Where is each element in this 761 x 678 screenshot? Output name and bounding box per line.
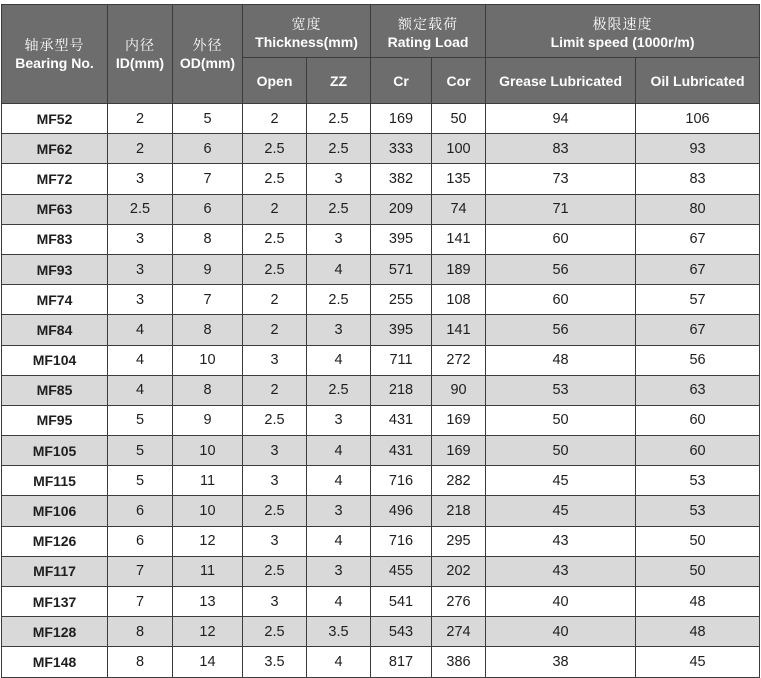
grease-speed-cell: 71	[486, 194, 636, 224]
bearing-no-cell: MF115	[2, 466, 108, 496]
id-cell: 6	[108, 526, 173, 556]
od-cell: 9	[173, 254, 243, 284]
open-cell: 2	[243, 375, 307, 405]
cr-cell: 169	[371, 104, 432, 134]
od-cell: 6	[173, 194, 243, 224]
header-od-en: OD(mm)	[179, 55, 236, 71]
od-cell: 14	[173, 647, 243, 677]
cor-cell: 74	[432, 194, 486, 224]
grease-speed-cell: 60	[486, 285, 636, 315]
id-cell: 3	[108, 285, 173, 315]
cor-cell: 272	[432, 345, 486, 375]
open-cell: 2	[243, 194, 307, 224]
cor-cell: 202	[432, 556, 486, 586]
bearing-no-cell: MF148	[2, 647, 108, 677]
oil-speed-cell: 56	[636, 345, 760, 375]
oil-speed-cell: 60	[636, 436, 760, 466]
header-id-cn: 内径	[125, 37, 155, 53]
zz-cell: 4	[307, 466, 371, 496]
od-cell: 7	[173, 164, 243, 194]
grease-speed-cell: 40	[486, 617, 636, 647]
oil-speed-cell: 67	[636, 315, 760, 345]
header-od-cn: 外径	[192, 37, 223, 53]
subheader-open: Open	[243, 58, 307, 104]
bearing-no-cell: MF137	[2, 587, 108, 617]
open-cell: 2	[243, 315, 307, 345]
od-cell: 8	[173, 224, 243, 254]
od-cell: 5	[173, 104, 243, 134]
cor-cell: 135	[432, 164, 486, 194]
id-cell: 2	[108, 134, 173, 164]
zz-cell: 3	[307, 405, 371, 435]
od-cell: 10	[173, 345, 243, 375]
cor-cell: 50	[432, 104, 486, 134]
subheader-oil-lubricated: Oil Lubricated	[636, 58, 760, 104]
header-id-en: ID(mm)	[115, 55, 165, 71]
bearing-no-cell: MF85	[2, 375, 108, 405]
oil-speed-cell: 93	[636, 134, 760, 164]
zz-cell: 4	[307, 345, 371, 375]
table-row	[2, 134, 760, 164]
table-row	[2, 375, 760, 405]
cor-cell: 276	[432, 587, 486, 617]
open-cell: 2.5	[243, 496, 307, 526]
id-cell: 5	[108, 466, 173, 496]
od-cell: 12	[173, 526, 243, 556]
od-cell: 8	[173, 375, 243, 405]
bearing-no-cell: MF63	[2, 194, 108, 224]
cr-cell: 716	[371, 466, 432, 496]
grease-speed-cell: 43	[486, 526, 636, 556]
oil-speed-cell: 63	[636, 375, 760, 405]
table-row	[2, 285, 760, 315]
cor-cell: 189	[432, 254, 486, 284]
bearing-no-cell: MF93	[2, 254, 108, 284]
bearing-no-cell: MF83	[2, 224, 108, 254]
grease-speed-cell: 53	[486, 375, 636, 405]
bearing-spec-table	[1, 4, 760, 678]
open-cell: 2.5	[243, 617, 307, 647]
oil-speed-cell: 80	[636, 194, 760, 224]
oil-speed-cell: 67	[636, 224, 760, 254]
oil-speed-cell: 83	[636, 164, 760, 194]
id-cell: 4	[108, 375, 173, 405]
id-cell: 3	[108, 164, 173, 194]
od-cell: 10	[173, 436, 243, 466]
zz-cell: 3	[307, 164, 371, 194]
cr-cell: 431	[371, 436, 432, 466]
header-rating-en: Rating Load	[387, 34, 469, 50]
header-inner-diameter	[108, 5, 173, 104]
bearing-no-cell: MF95	[2, 405, 108, 435]
cr-cell: 543	[371, 617, 432, 647]
id-cell: 6	[108, 496, 173, 526]
id-cell: 8	[108, 647, 173, 677]
zz-cell: 2.5	[307, 104, 371, 134]
id-cell: 8	[108, 617, 173, 647]
oil-speed-cell: 48	[636, 617, 760, 647]
open-cell: 2	[243, 285, 307, 315]
id-cell: 3	[108, 254, 173, 284]
table-row	[2, 104, 760, 134]
zz-cell: 3	[307, 224, 371, 254]
cor-cell: 90	[432, 375, 486, 405]
od-cell: 9	[173, 405, 243, 435]
subheader-cr: Cr	[371, 58, 432, 104]
zz-cell: 2.5	[307, 134, 371, 164]
table-row	[2, 647, 760, 677]
cor-cell: 141	[432, 224, 486, 254]
cor-cell: 282	[432, 466, 486, 496]
header-bearing-no-cn: 轴承型号	[24, 37, 85, 53]
oil-speed-cell: 53	[636, 466, 760, 496]
header-rating-cn: 额定载荷	[398, 16, 459, 32]
cor-cell: 218	[432, 496, 486, 526]
bearing-no-cell: MF105	[2, 436, 108, 466]
grease-speed-cell: 56	[486, 254, 636, 284]
grease-speed-cell: 94	[486, 104, 636, 134]
zz-cell: 4	[307, 526, 371, 556]
oil-speed-cell: 60	[636, 405, 760, 435]
zz-cell: 2.5	[307, 194, 371, 224]
zz-cell: 4	[307, 587, 371, 617]
bearing-no-cell: MF117	[2, 556, 108, 586]
grease-speed-cell: 45	[486, 496, 636, 526]
header-bearing-no-en: Bearing No.	[15, 55, 94, 71]
cor-cell: 386	[432, 647, 486, 677]
zz-cell: 3	[307, 496, 371, 526]
oil-speed-cell: 67	[636, 254, 760, 284]
cr-cell: 218	[371, 375, 432, 405]
bearing-no-cell: MF52	[2, 104, 108, 134]
zz-cell: 3.5	[307, 617, 371, 647]
table-row	[2, 164, 760, 194]
grease-speed-cell: 40	[486, 587, 636, 617]
grease-speed-cell: 60	[486, 224, 636, 254]
header-speed-cn: 极限速度	[592, 16, 653, 32]
table-row	[2, 556, 760, 586]
cr-cell: 571	[371, 254, 432, 284]
id-cell: 7	[108, 556, 173, 586]
header-speed-en: Limit speed (1000r/m)	[550, 34, 695, 50]
zz-cell: 3	[307, 556, 371, 586]
table-row	[2, 617, 760, 647]
zz-cell: 4	[307, 254, 371, 284]
table-row	[2, 224, 760, 254]
id-cell: 2.5	[108, 194, 173, 224]
grease-speed-cell: 48	[486, 345, 636, 375]
grease-speed-cell: 73	[486, 164, 636, 194]
open-cell: 2.5	[243, 556, 307, 586]
oil-speed-cell: 50	[636, 556, 760, 586]
table-row	[2, 496, 760, 526]
bearing-no-cell: MF106	[2, 496, 108, 526]
header-bearing-no	[2, 5, 108, 104]
grease-speed-cell: 56	[486, 315, 636, 345]
cor-cell: 169	[432, 436, 486, 466]
subheader-grease-lubricated: Grease Lubricated	[486, 58, 636, 104]
bearing-no-cell: MF128	[2, 617, 108, 647]
od-cell: 12	[173, 617, 243, 647]
id-cell: 4	[108, 315, 173, 345]
id-cell: 5	[108, 405, 173, 435]
open-cell: 3	[243, 436, 307, 466]
zz-cell: 2.5	[307, 375, 371, 405]
open-cell: 3	[243, 587, 307, 617]
cor-cell: 274	[432, 617, 486, 647]
grease-speed-cell: 38	[486, 647, 636, 677]
table-row	[2, 254, 760, 284]
open-cell: 3.5	[243, 647, 307, 677]
cr-cell: 255	[371, 285, 432, 315]
bearing-no-cell: MF126	[2, 526, 108, 556]
grease-speed-cell: 83	[486, 134, 636, 164]
id-cell: 5	[108, 436, 173, 466]
od-cell: 8	[173, 315, 243, 345]
id-cell: 3	[108, 224, 173, 254]
grease-speed-cell: 50	[486, 436, 636, 466]
cr-cell: 395	[371, 224, 432, 254]
zz-cell: 4	[307, 647, 371, 677]
table-header	[2, 5, 760, 104]
oil-speed-cell: 57	[636, 285, 760, 315]
cor-cell: 108	[432, 285, 486, 315]
bearing-no-cell: MF74	[2, 285, 108, 315]
table-row	[2, 587, 760, 617]
id-cell: 2	[108, 104, 173, 134]
cor-cell: 100	[432, 134, 486, 164]
cr-cell: 817	[371, 647, 432, 677]
od-cell: 7	[173, 285, 243, 315]
oil-speed-cell: 50	[636, 526, 760, 556]
cr-cell: 496	[371, 496, 432, 526]
grease-speed-cell: 43	[486, 556, 636, 586]
cr-cell: 395	[371, 315, 432, 345]
cr-cell: 541	[371, 587, 432, 617]
cor-cell: 295	[432, 526, 486, 556]
subheader-cor: Cor	[432, 58, 486, 104]
cr-cell: 333	[371, 134, 432, 164]
header-thickness	[243, 5, 371, 58]
grease-speed-cell: 50	[486, 405, 636, 435]
table-row	[2, 315, 760, 345]
cr-cell: 382	[371, 164, 432, 194]
header-outer-diameter	[173, 5, 243, 104]
header-rating-load	[371, 5, 486, 58]
open-cell: 2.5	[243, 134, 307, 164]
table-row	[2, 405, 760, 435]
od-cell: 13	[173, 587, 243, 617]
bearing-no-cell: MF62	[2, 134, 108, 164]
bearing-no-cell: MF84	[2, 315, 108, 345]
bearing-no-cell: MF72	[2, 164, 108, 194]
od-cell: 6	[173, 134, 243, 164]
cr-cell: 455	[371, 556, 432, 586]
od-cell: 10	[173, 496, 243, 526]
grease-speed-cell: 45	[486, 466, 636, 496]
table-body	[2, 104, 760, 678]
zz-cell: 4	[307, 436, 371, 466]
open-cell: 2.5	[243, 164, 307, 194]
cor-cell: 169	[432, 405, 486, 435]
id-cell: 4	[108, 345, 173, 375]
table-row	[2, 194, 760, 224]
cr-cell: 716	[371, 526, 432, 556]
oil-speed-cell: 45	[636, 647, 760, 677]
zz-cell: 2.5	[307, 285, 371, 315]
open-cell: 2.5	[243, 254, 307, 284]
open-cell: 3	[243, 345, 307, 375]
table-row	[2, 466, 760, 496]
cor-cell: 141	[432, 315, 486, 345]
cr-cell: 209	[371, 194, 432, 224]
od-cell: 11	[173, 466, 243, 496]
open-cell: 3	[243, 466, 307, 496]
od-cell: 11	[173, 556, 243, 586]
table-row	[2, 526, 760, 556]
oil-speed-cell: 53	[636, 496, 760, 526]
header-thickness-cn: 宽度	[291, 16, 322, 32]
oil-speed-cell: 48	[636, 587, 760, 617]
table-row	[2, 345, 760, 375]
open-cell: 2	[243, 104, 307, 134]
open-cell: 2.5	[243, 405, 307, 435]
open-cell: 2.5	[243, 224, 307, 254]
cr-cell: 711	[371, 345, 432, 375]
cr-cell: 431	[371, 405, 432, 435]
table-row	[2, 436, 760, 466]
header-thickness-en: Thickness(mm)	[255, 34, 358, 50]
header-limit-speed	[486, 5, 760, 58]
zz-cell: 3	[307, 315, 371, 345]
subheader-zz: ZZ	[307, 58, 371, 104]
bearing-no-cell: MF104	[2, 345, 108, 375]
id-cell: 7	[108, 587, 173, 617]
oil-speed-cell: 106	[636, 104, 760, 134]
open-cell: 3	[243, 526, 307, 556]
